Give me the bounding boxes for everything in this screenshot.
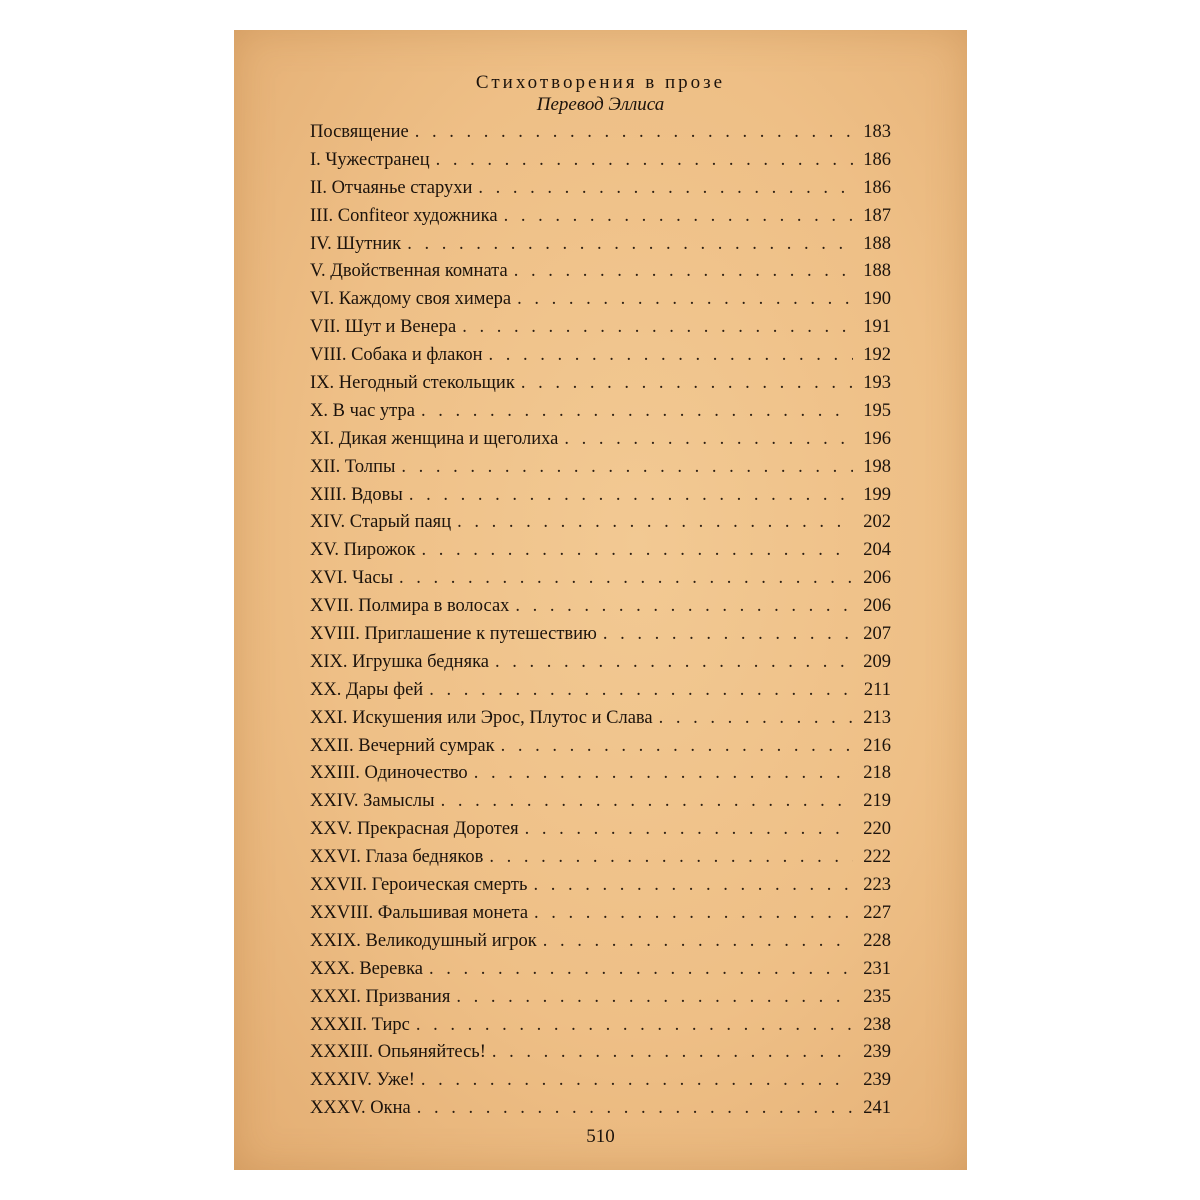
toc-entry-title: XIV. Старый паяц [310, 512, 452, 533]
toc-entry [310, 903, 891, 931]
dot-leader [429, 680, 853, 701]
section-subtitle: Перевод Эллиса [536, 94, 665, 115]
toc-entry [310, 1015, 891, 1043]
toc-entry-title: XXVIII. Фальшивая монета [310, 902, 529, 923]
dot-leader [474, 763, 853, 784]
toc-entry-page: 195 [863, 400, 891, 421]
dot-leader [421, 1070, 853, 1091]
toc-entry-title: XXIX. Великодушный игрок [310, 930, 537, 951]
toc-entry-page: 183 [863, 122, 891, 142]
toc-entry [310, 540, 891, 568]
toc-entry [310, 1042, 891, 1070]
dot-leader [521, 373, 853, 394]
toc-entry [310, 150, 891, 178]
toc-entry-title: XXIII. Одиночество [310, 763, 468, 784]
toc-entry-page: 206 [863, 568, 891, 589]
section-header [234, 72, 967, 116]
toc-entry [310, 429, 891, 457]
dot-leader [517, 289, 853, 310]
toc-entry-title: I. Чужестранец [310, 149, 430, 170]
toc-entry-title: XXV. Прекрасная Доротея [310, 819, 519, 840]
dot-leader [514, 261, 853, 282]
toc-entry [310, 987, 891, 1015]
toc-entry-page: 188 [863, 261, 891, 282]
toc-entry [310, 317, 891, 345]
dot-leader [401, 457, 853, 478]
page-number: 510 [586, 1126, 615, 1147]
toc-entry-title: XXXII. Тирс [310, 1014, 410, 1035]
toc-entry-page: 219 [863, 791, 891, 812]
dot-leader [564, 429, 853, 450]
toc-entry-title: XXXI. Призвания [310, 986, 451, 1007]
dot-leader [399, 568, 853, 589]
toc-entry-page: 222 [863, 847, 891, 868]
toc-entry-page: 192 [863, 345, 891, 366]
toc-entry-title: XXIV. Замыслы [310, 791, 435, 812]
toc-entry-page: 231 [863, 958, 891, 979]
toc-entry-title: XXX. Веревка [310, 958, 423, 979]
toc-entry-title: XXI. Искушения или Эрос, Плутос и Слава [310, 707, 653, 728]
dot-leader [436, 150, 853, 171]
dot-leader [421, 540, 853, 561]
toc-entry [310, 373, 891, 401]
book-page [234, 30, 967, 1170]
toc-entry-page: 199 [863, 484, 891, 505]
dot-leader [441, 791, 853, 812]
toc-entry [310, 289, 891, 317]
toc-entry [310, 680, 891, 708]
toc-entry-page: 228 [863, 930, 891, 951]
toc-entry-title: XXVI. Глаза бедняков [310, 847, 484, 868]
toc-entry [310, 345, 891, 373]
toc-entry [310, 624, 891, 652]
dot-leader [533, 875, 853, 896]
dot-leader [603, 624, 853, 645]
toc-entry-page: 207 [863, 624, 891, 645]
toc-entry-page: 186 [863, 149, 891, 170]
toc-entry-title: XI. Дикая женщина и щеголиха [310, 428, 559, 449]
dot-leader [495, 652, 853, 673]
toc-entry-title: XXVII. Героическая смерть [310, 875, 528, 896]
toc-entry-title: Посвящение [310, 122, 409, 142]
dot-leader [416, 1015, 853, 1036]
toc-entry-title: VIII. Собака и флакон [310, 345, 483, 366]
toc-entry-page: 198 [863, 456, 891, 477]
toc-entry-title: XX. Дары фей [310, 679, 424, 700]
dot-leader [659, 708, 853, 729]
toc-entry-page: 239 [863, 1070, 891, 1091]
toc-entry-title: X. В час утра [310, 400, 415, 421]
toc-entry [310, 847, 891, 875]
toc-entry-page: 216 [863, 735, 891, 756]
dot-leader [515, 596, 853, 617]
toc-entry-page: 235 [863, 986, 891, 1007]
table-of-contents [310, 122, 891, 1126]
toc-entry-page: 223 [863, 875, 891, 896]
toc-entry-title: XVIII. Приглашение к путешествию [310, 624, 597, 645]
toc-entry-page: 238 [863, 1014, 891, 1035]
toc-entry-page: 241 [863, 1098, 891, 1119]
toc-entry-title: II. Отчаянье старухи [310, 177, 473, 198]
toc-entry [310, 596, 891, 624]
toc-entry [310, 819, 891, 847]
toc-entry-page: 209 [863, 651, 891, 672]
dot-leader [501, 736, 853, 757]
toc-entry [310, 736, 891, 764]
toc-entry-page: 239 [863, 1042, 891, 1063]
toc-entry-page: 227 [863, 902, 891, 923]
toc-entry [310, 485, 891, 513]
dot-leader [417, 1098, 853, 1119]
toc-entry-page: 190 [863, 289, 891, 310]
dot-leader [489, 847, 853, 868]
toc-entry [310, 122, 891, 150]
toc-entry [310, 512, 891, 540]
dot-leader [407, 234, 853, 255]
toc-entry-page: 188 [863, 233, 891, 254]
toc-entry [310, 234, 891, 262]
dot-leader [429, 959, 853, 980]
toc-entry-title: XVI. Часы [310, 568, 394, 589]
dot-leader [492, 1042, 853, 1063]
section-title: Стихотворения в прозе [475, 72, 726, 93]
toc-entry [310, 875, 891, 903]
toc-entry [310, 401, 891, 429]
dot-leader [421, 401, 853, 422]
dot-leader [478, 178, 853, 199]
toc-entry [310, 708, 891, 736]
toc-entry [310, 1070, 891, 1098]
toc-entry-page: 196 [863, 428, 891, 449]
toc-entry-title: IV. Шутник [310, 233, 402, 254]
dot-leader [456, 987, 853, 1008]
dot-leader [504, 206, 853, 227]
toc-entry-title: XXXV. Окна [310, 1098, 411, 1119]
toc-entry [310, 261, 891, 289]
toc-entry [310, 652, 891, 680]
dot-leader [534, 903, 853, 924]
dot-leader [409, 485, 853, 506]
toc-entry [310, 931, 891, 959]
toc-entry [310, 457, 891, 485]
toc-entry [310, 206, 891, 234]
toc-entry-page: 204 [863, 540, 891, 561]
toc-entry-title: III. Confiteor художника [310, 205, 498, 226]
dot-leader [543, 931, 853, 952]
toc-entry [310, 763, 891, 791]
dot-leader [457, 512, 853, 533]
toc-entry [310, 959, 891, 987]
dot-leader [525, 819, 853, 840]
toc-entry-page: 187 [863, 205, 891, 226]
toc-entry [310, 178, 891, 206]
toc-entry [310, 568, 891, 596]
toc-entry-page: 211 [863, 679, 891, 700]
dot-leader [415, 122, 853, 143]
toc-entry-title: IX. Негодный стекольщик [310, 373, 515, 394]
toc-entry-title: XVII. Полмира в волосах [310, 596, 510, 617]
toc-entry-page: 220 [863, 819, 891, 840]
toc-entry-title: XII. Толпы [310, 456, 396, 477]
toc-entry-title: XXXIII. Опьяняйтесь! [310, 1042, 486, 1063]
toc-entry-title: XIX. Игрушка бедняка [310, 651, 490, 672]
toc-entry-page: 202 [863, 512, 891, 533]
dot-leader [489, 345, 853, 366]
toc-entry-title: XV. Пирожок [310, 540, 416, 561]
toc-entry-title: VI. Каждому своя химера [310, 289, 512, 310]
toc-entry-page: 206 [863, 596, 891, 617]
toc-entry-title: XXXIV. Уже! [310, 1070, 415, 1091]
toc-entry [310, 791, 891, 819]
toc-entry-title: XIII. Вдовы [310, 484, 403, 505]
toc-entry-page: 213 [863, 707, 891, 728]
toc-entry-title: V. Двойственная комната [310, 261, 508, 282]
toc-entry-page: 193 [863, 373, 891, 394]
toc-entry-page: 191 [863, 317, 891, 338]
toc-entry-page: 186 [863, 177, 891, 198]
dot-leader [462, 317, 853, 338]
toc-entry-title: VII. Шут и Венера [310, 317, 457, 338]
toc-entry-title: XXII. Вечерний сумрак [310, 735, 495, 756]
toc-entry [310, 1098, 891, 1126]
toc-entry-page: 218 [863, 763, 891, 784]
